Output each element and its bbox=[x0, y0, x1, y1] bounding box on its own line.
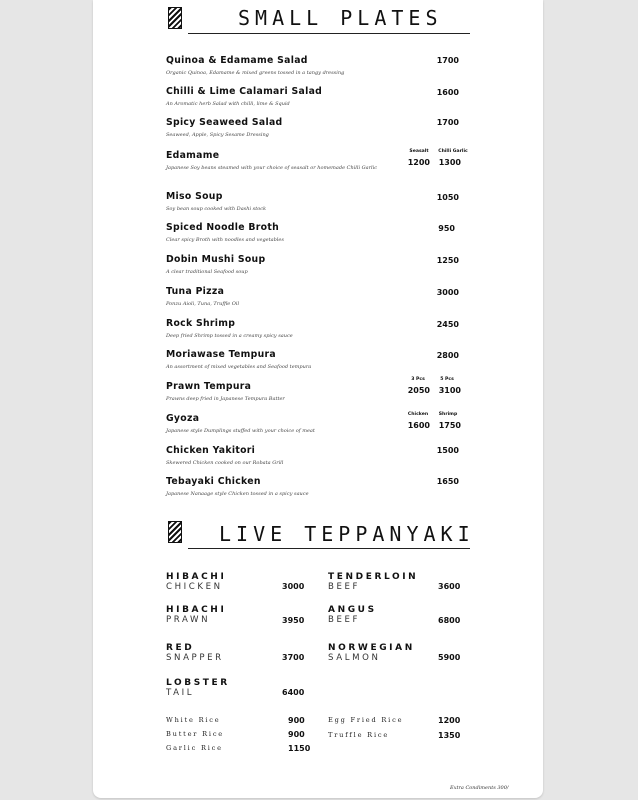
item-description: Japanese Soy beans steamed with your choice of seasalt or homemade Chilli Garlic bbox=[166, 165, 378, 171]
crest-logo-icon bbox=[168, 521, 182, 543]
item-price: 1600 bbox=[436, 88, 459, 97]
side-dish-price: 900 bbox=[288, 730, 305, 739]
item-description: Clear spicy Broth with noodles and vegetables bbox=[166, 237, 284, 243]
price-option-label: 5 Pcs bbox=[440, 377, 454, 382]
teppanyaki-item-name: NORWEGIAN bbox=[328, 643, 415, 653]
item-price: 2050 bbox=[407, 386, 430, 395]
menu-item bbox=[166, 476, 386, 498]
side-dish-price: 900 bbox=[288, 716, 305, 725]
item-name: Spiced Noodle Broth bbox=[166, 222, 280, 233]
item-description: Ponzu Aioli, Tuna, Truffle Oil bbox=[166, 301, 240, 307]
menu-item bbox=[166, 318, 386, 340]
menu-item bbox=[166, 445, 386, 467]
teppanyaki-item-subname: BEEF bbox=[328, 615, 361, 625]
item-price: 1300 bbox=[438, 158, 461, 167]
item-price: 1200 bbox=[407, 158, 430, 167]
menu-item bbox=[166, 191, 386, 213]
item-name: Chicken Yakitori bbox=[166, 445, 256, 456]
item-description: A clear traditional Seafood soup bbox=[166, 269, 248, 275]
item-description: Japanese Nanaage style Chicken tossed in a spicy sauce bbox=[166, 491, 309, 497]
item-name: Gyoza bbox=[166, 413, 200, 424]
item-name: Tuna Pizza bbox=[166, 286, 225, 297]
teppanyaki-item-price: 3950 bbox=[282, 616, 305, 625]
side-dish-price: 1200 bbox=[438, 716, 461, 725]
side-dish-name: Egg Fried Rice bbox=[328, 716, 404, 724]
teppanyaki-item-price: 6400 bbox=[282, 688, 305, 697]
teppanyaki-item-price: 6800 bbox=[438, 616, 461, 625]
item-price: 1750 bbox=[438, 421, 461, 430]
item-price: 950 bbox=[438, 224, 455, 233]
teppanyaki-item-subname: SALMON bbox=[328, 653, 381, 663]
item-description: An assortment of mixed vegetables and Seafood tempura bbox=[166, 364, 312, 370]
section-title-live-teppanyaki: LIVE TEPPANYAKI bbox=[219, 522, 475, 546]
teppanyaki-item-price: 3000 bbox=[282, 582, 305, 591]
teppanyaki-item-subname: BEEF bbox=[328, 582, 361, 592]
menu-item bbox=[166, 349, 386, 371]
price-option-label: 3 Pcs bbox=[411, 377, 425, 382]
menu-item bbox=[166, 150, 386, 172]
teppanyaki-item-name: HIBACHI bbox=[166, 605, 227, 615]
item-description: An Aromatic herb Salad with chilli, lime & Squid bbox=[166, 101, 290, 107]
menu-item bbox=[166, 86, 386, 108]
price-option-label: Chicken bbox=[407, 412, 429, 417]
teppanyaki-item-name: HIBACHI bbox=[166, 572, 227, 582]
item-price: 3100 bbox=[438, 386, 461, 395]
item-name: Moriawase Tempura bbox=[166, 349, 276, 360]
item-description: Seaweed, Apple, Spicy Sesame Dressing bbox=[166, 132, 269, 138]
side-dish-name: White Rice bbox=[166, 716, 221, 724]
teppanyaki-item-subname: SNAPPER bbox=[166, 653, 224, 663]
menu-item bbox=[166, 254, 386, 276]
item-name: Edamame bbox=[166, 150, 220, 161]
price-option-label: Shrimp bbox=[438, 412, 458, 417]
teppanyaki-item-name: TENDERLOIN bbox=[328, 572, 419, 582]
item-price: 1050 bbox=[436, 193, 459, 202]
item-price: 1700 bbox=[436, 118, 459, 127]
price-option-label: Seasalt bbox=[409, 149, 429, 154]
item-description: Skewered Chicken cooked on our Robata Grill bbox=[166, 460, 284, 466]
side-dish-name: Garlic Rice bbox=[166, 744, 223, 752]
item-price: 3000 bbox=[436, 288, 459, 297]
item-name: Chilli & Lime Calamari Salad bbox=[166, 86, 323, 97]
section-divider bbox=[188, 33, 470, 34]
item-price: 1250 bbox=[436, 256, 459, 265]
menu-item bbox=[166, 55, 386, 77]
menu-page bbox=[93, 0, 543, 798]
menu-item bbox=[166, 381, 386, 403]
item-price: 2450 bbox=[436, 320, 459, 329]
section-title-small-plates: SMALL PLATES bbox=[238, 6, 443, 30]
teppanyaki-item-subname: TAIL bbox=[166, 688, 195, 698]
footer-note: Extra Condiments 300/ bbox=[450, 785, 509, 791]
item-name: Quinoa & Edamame Salad bbox=[166, 55, 308, 66]
side-dish-price: 1350 bbox=[438, 731, 461, 740]
teppanyaki-item-price: 3700 bbox=[282, 653, 305, 662]
menu-item bbox=[166, 117, 386, 139]
item-description: Soy bean soup cooked with Dashi stock bbox=[166, 206, 267, 212]
teppanyaki-item-price: 3600 bbox=[438, 582, 461, 591]
item-name: Tebayaki Chicken bbox=[166, 476, 261, 487]
menu-item bbox=[166, 222, 386, 244]
side-dish-name: Butter Rice bbox=[166, 730, 225, 738]
menu-item bbox=[166, 286, 386, 308]
item-name: Miso Soup bbox=[166, 191, 223, 202]
crest-logo-icon bbox=[168, 7, 182, 29]
item-price: 1700 bbox=[436, 56, 459, 65]
menu-item bbox=[166, 413, 386, 435]
section-divider bbox=[188, 548, 470, 549]
item-description: Deep fried Shrimp tossed in a creamy spicy sauce bbox=[166, 333, 293, 339]
item-name: Rock Shrimp bbox=[166, 318, 236, 329]
item-name: Dobin Mushi Soup bbox=[166, 254, 266, 265]
item-description: Japanese style Dumplings stuffed with your choice of meat bbox=[166, 428, 315, 434]
item-description: Prawns deep fried in Japanese Tempura Batter bbox=[166, 396, 285, 402]
item-price: 1600 bbox=[407, 421, 430, 430]
side-dish-name: Truffle Rice bbox=[328, 731, 390, 739]
teppanyaki-item-name: RED bbox=[166, 643, 195, 653]
teppanyaki-item-subname: CHICKEN bbox=[166, 582, 223, 592]
side-dish-price: 1150 bbox=[288, 744, 311, 753]
price-option-label: Chilli Garlic bbox=[438, 149, 468, 154]
item-name: Spicy Seaweed Salad bbox=[166, 117, 283, 128]
item-price: 1650 bbox=[436, 477, 459, 486]
teppanyaki-item-price: 5900 bbox=[438, 653, 461, 662]
teppanyaki-item-name: LOBSTER bbox=[166, 678, 230, 688]
item-description: Organic Quinoa, Edamame & mixed greens tossed in a tangy dressing bbox=[166, 70, 345, 76]
item-price: 1500 bbox=[436, 446, 459, 455]
item-price: 2800 bbox=[436, 351, 459, 360]
teppanyaki-item-name: ANGUS bbox=[328, 605, 377, 615]
item-name: Prawn Tempura bbox=[166, 381, 252, 392]
teppanyaki-item-subname: PRAWN bbox=[166, 615, 211, 625]
